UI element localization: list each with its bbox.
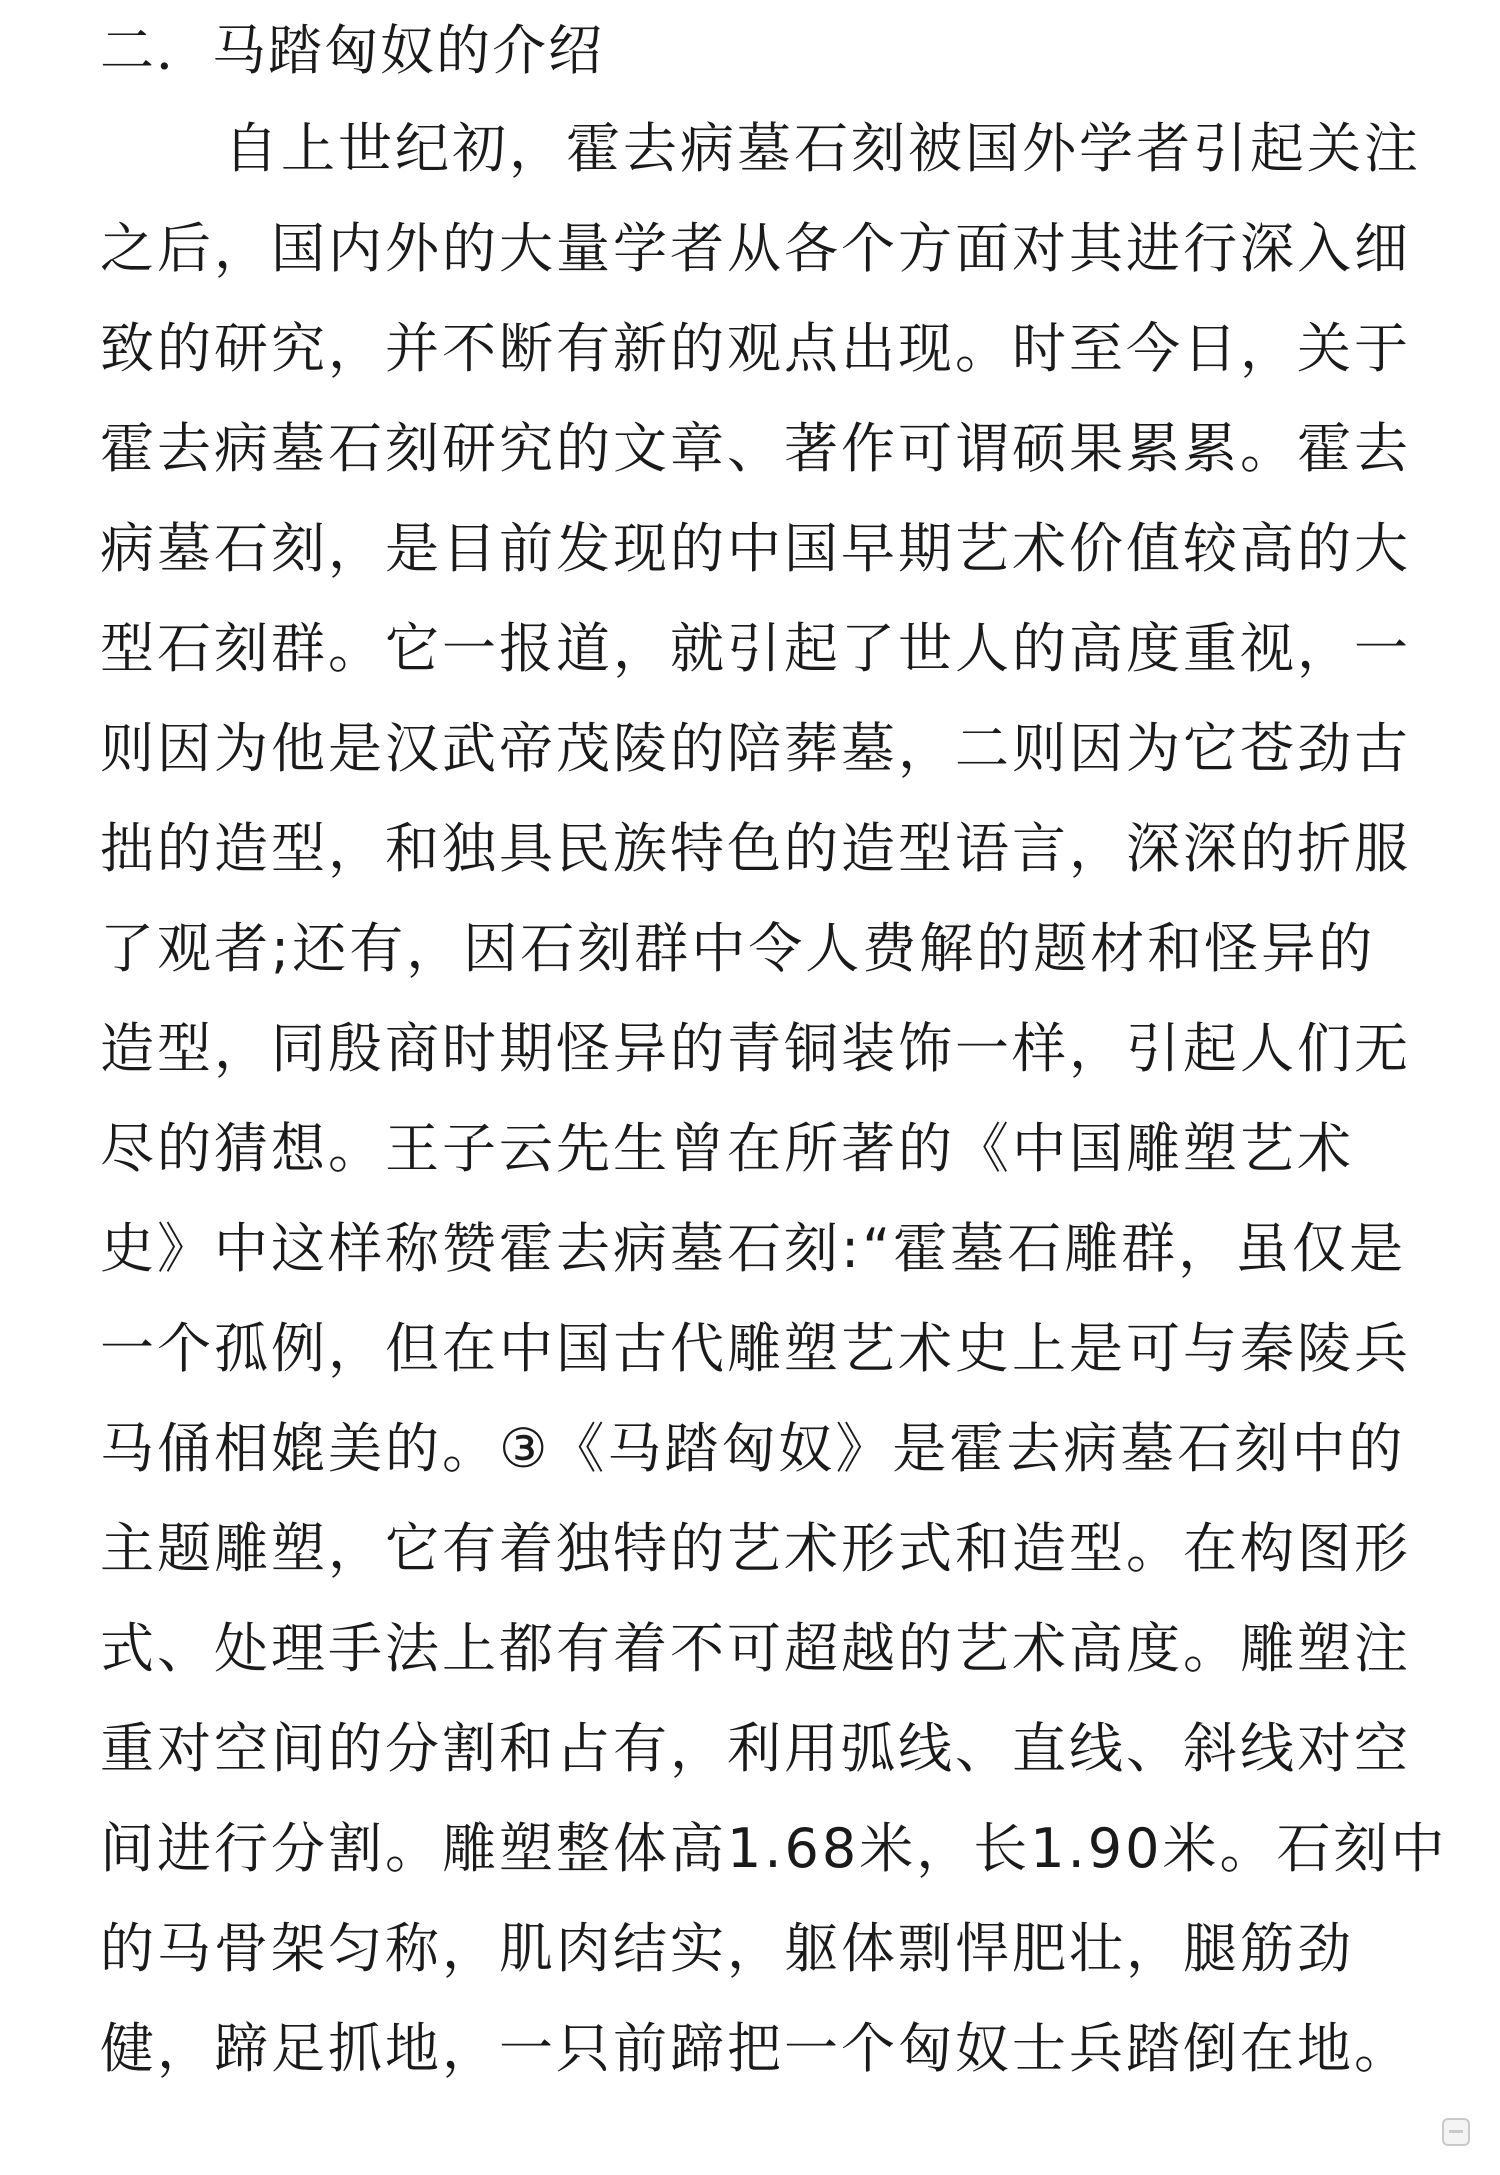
text-line: 史》中这样称赞霍去病墓石刻:“霍墓石雕群，虽仅是 bbox=[100, 1217, 1407, 1280]
text-line: 健，蹄足抓地，一只前蹄把一个匈奴士兵踏倒在地。 bbox=[100, 2017, 1411, 2080]
text-line: 致的研究，并不断有新的观点出现。时至今日，关于 bbox=[100, 317, 1411, 380]
text-line: 一个孤例，但在中国古代雕塑艺术史上是可与秦陵兵 bbox=[100, 1317, 1411, 1380]
text-line: 拙的造型，和独具民族特色的造型语言，深深的折服 bbox=[100, 817, 1411, 880]
section-heading: 二．马踏匈奴的介绍 bbox=[100, 19, 604, 82]
text-line: 的马骨架匀称，肌肉结实，躯体剽悍肥壮，腿筋劲 bbox=[100, 1917, 1354, 1980]
body-text bbox=[100, 99, 1485, 2099]
watermark-icon bbox=[1442, 2118, 1470, 2146]
text-line: 霍去病墓石刻研究的文章、著作可谓硕果累累。霍去 bbox=[100, 417, 1411, 480]
text-line: 主题雕塑，它有着独特的艺术形式和造型。在构图形 bbox=[100, 1517, 1411, 1580]
text-line: 则因为他是汉武帝茂陵的陪葬墓，二则因为它苍劲古 bbox=[100, 717, 1411, 780]
text-line: 造型，同殷商时期怪异的青铜装饰一样，引起人们无 bbox=[100, 1017, 1411, 1080]
text-line: 式、处理手法上都有着不可超越的艺术高度。雕塑注 bbox=[100, 1617, 1411, 1680]
text-line: 型石刻群。它一报道，就引起了世人的高度重视，一 bbox=[100, 617, 1411, 680]
text-line: 病墓石刻，是目前发现的中国早期艺术价值较高的大 bbox=[100, 517, 1411, 580]
text-line: 自上世纪初，霍去病墓石刻被国外学者引起关注 bbox=[224, 117, 1421, 180]
text-line: 了观者;还有，因石刻群中令人费解的题材和怪异的 bbox=[100, 917, 1376, 980]
text-line: 重对空间的分割和占有，利用弧线、直线、斜线对空 bbox=[100, 1717, 1411, 1780]
text-line: 尽的猜想。王子云先生曾在所著的《中国雕塑艺术 bbox=[100, 1117, 1354, 1180]
text-line: 马俑相媲美的。③《马踏匈奴》是霍去病墓石刻中的 bbox=[100, 1417, 1406, 1480]
text-line: 间进行分割。雕塑整体高1.68米，长1.90米。石刻中 bbox=[100, 1817, 1448, 1880]
text-line: 之后，国内外的大量学者从各个方面对其进行深入细 bbox=[100, 217, 1411, 280]
